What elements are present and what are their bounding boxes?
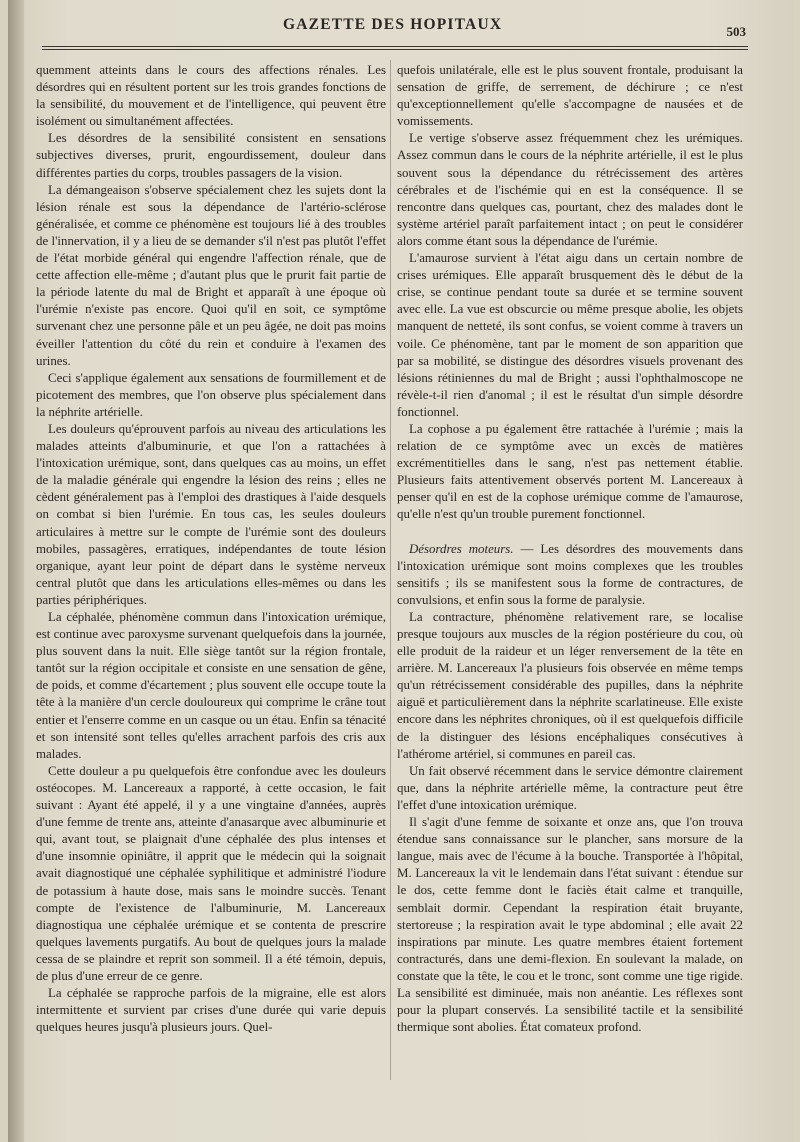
paragraph-text: Il s'agit d'une femme de soixante et onze ans, que l'on trouva étendue sans connaissance sur le plancher, sans morsure de la langue, mais avec de l'écume à la bouche. Transportée à l'hôpital, M. Lancereaux la vit le lendemain dans l'état suivant : étendue sur le dos, cette femme dont le faciès était calme et tranquille, semblait dormir. Cependant la respiration était bruyante, stertoreuse ; la respiration avait le type abdominal ; elle avait 22 inspirations par minute. Les quatre membres étaient fortement contracturés, dans une demi-flexion. En soulevant la malade, on constate que la tête, le cou et le tronc, sont comme une tige rigide. La sensibilité est diminuée, mais non anéantie. Les réflexes sont pour la plupart conservés. La sensibilité tactile et la sensibilité thermique sont abolies. État comateux profond. xyxy=(397,815,743,1035)
paragraph xyxy=(397,763,743,814)
left-column xyxy=(36,62,386,1036)
paragraph-text: Les douleurs qu'éprouvent parfois au niveau des articulations les malades atteints d'albuminurie, et que l'on a rattachées à l'intoxication urémique, sont, dans quelques cas au moins, un effet de la maladie générale qui engendre la lésion des reins ; elles ne cèdent généralement pas à l'emploi des drastiques à l'aide desquels on combat si bien l'urémie. En tous cas, les seules douleurs articulaires à mettre sur le compte de l'urémie sont des douleurs mobiles, passagères, erratiques, indépendantes de toute lésion organique, ayant leur point de départ dans le système nerveux central plutôt que dans les articulations elles-mêmes ou dans les parties périphériques. xyxy=(36,421,386,607)
header-rule xyxy=(42,46,748,47)
newspaper-page xyxy=(8,0,794,1142)
paragraph-text: Ceci s'applique également aux sensations de fourmillement et de picotement des membres, que l'on observe plus spécialement dans la néphrite artérielle. xyxy=(36,370,386,419)
section-paragraph xyxy=(397,541,743,609)
paragraph xyxy=(36,763,386,985)
paragraph-text: La cophose a pu également être rattachée à l'urémie ; mais la relation de ce symptôme avec un excès de matières excrémentitielles dans le sang, n'est pas nettement établie. Plusieurs faits attentivement observés portent M. Lancereaux à penser qu'il en est de la cophose urémique comme de l'amaurose, qu'elle n'est qu'un trouble purement fonctionnel. xyxy=(397,421,743,522)
paragraph xyxy=(36,370,386,421)
paragraph-text: La céphalée, phénomène commun dans l'intoxication urémique, est continue avec paroxysme survenant quelquefois dans la journée, plus souvent dans la nuit. Elle siège tantôt sur la région frontale, tantôt sur la région occipitale et consiste en une sensation de gêne, de poids, et comme d'écartement ; plus souvent elle occupe toute la tête à la manière d'un cercle douloureux qui comprime le crâne tout entier et l'enserre comme en un casque ou un étau. Enfin sa ténacité et son intensité sont telles qu'elles arrachent parfois des cris aux malades. xyxy=(36,610,386,761)
paragraph xyxy=(397,421,743,524)
paragraph-text: Cette douleur a pu quelquefois être confondue avec les douleurs ostéocopes. M. Lancereaux a rapporté, à cette occasion, le fait suivant : Ayant été appelé, il y a une vingtaine d'années, auprès d'une femme de trente ans, atteinte d'anasarque avec albuminurie et qui, avant tout, se plaignait d'une céphalée des plus intenses et d'une insomnie opiniâtre, il apprit que le médecin qui la soignait avait diagnostiqué une céphalée syphilitique et administré l'iodure de potassium à haute dose, mais sans le moindre succès. Tenant compte de l'existence de l'albuminurie, M. Lancereaux diagnostiqua une céphalée urémique et se contenta de prescrire quelques lavements purgatifs. Au bout de quelques jours la malade cessa de se plaindre et reprit son sommeil. Il a été témoin, depuis, de plus d'une erreur de ce genre. xyxy=(36,763,386,983)
paragraph-text: La contracture, phénomène relativement rare, se localise presque toujours aux muscles de la région postérieure du cou, où elle produit de la raideur et un léger renversement de la tête en arrière. M. Lancereaux l'a plusieurs fois observée en même temps qu'un rétrécissement considérable des pupilles, dans la néphrite aiguë et particulièrement dans la néphrite scarlatineuse. Elle existe encore dans les néphrites chroniques, où il est quelquefois difficile de la distinguer des lésions encéphaliques consécutives à l'athérome artériel, si communes en pareil cas. xyxy=(397,609,743,761)
running-title: GAZETTE DES HOPITAUX xyxy=(283,16,503,33)
paragraph xyxy=(36,130,386,181)
page-binding-edge xyxy=(8,0,24,1142)
paragraph-text: Les désordres de la sensibilité consistent en sensations subjectives diverses, prurit, engourdissement, douleur dans différentes parties du corps, troubles passagers de la vision. xyxy=(36,131,386,180)
paragraph-text: Le vertige s'observe assez fréquemment chez les urémiques. Assez commun dans le cours de la néphrite artérielle, il est le plus souvent sous la dépendance du rétrécissement des artères cérébrales et de l'ischémie qui en est la conséquence. Il se rencontre dans quelques cas, pourtant, chez des malades dont le système artériel paraît parfaitement intact ; on peut le considérer alors comme étant sous la dépendance de l'urémie. xyxy=(397,131,743,248)
paragraph xyxy=(36,421,386,609)
paragraph xyxy=(397,814,743,1036)
column-divider xyxy=(390,60,391,1080)
paragraph-text: — Les désordres des mouvements dans l'intoxication urémique sont moins complexes que les troubles sensitifs ; ils se manifestent sous la forme de contractures, de convulsions, et enfin sous la forme de paralysie. xyxy=(397,541,743,607)
paragraph-continuation xyxy=(397,62,743,130)
paragraph xyxy=(397,130,743,250)
page-number: 503 xyxy=(726,24,746,39)
right-column xyxy=(397,62,743,1036)
paragraph-continuation xyxy=(36,62,386,130)
section-heading: Désordres moteurs. xyxy=(409,541,514,556)
paragraph-text: quemment atteints dans le cours des affections rénales. Les désordres qui en résultent portent sur les trois grandes fonctions de la sensibilité, du mouvement et de l'intelligence, qui peuvent être isolément ou simultanément affectées. xyxy=(36,63,386,129)
paragraph xyxy=(397,250,743,421)
paragraph xyxy=(36,182,386,370)
paragraph xyxy=(36,985,386,1036)
paragraph-text: La céphalée se rapproche parfois de la migraine, elle est alors intermittente et survient par crises d'une durée qui varie depuis quelques heures jusqu'à plusieurs jours. Quel- xyxy=(36,986,386,1035)
paragraph xyxy=(36,609,386,763)
paragraph-text: L'amaurose survient à l'état aigu dans un certain nombre de crises urémiques. Elle apparaît brusquement dès le début de la crise, se continue pendant toute sa durée et se termine souvent avec elle. La vue est obscurcie ou même presque abolie, les objets manquent de netteté, ils sont confus, se voient comme à travers un voile. Ce phénomène, tant par le moment de son apparition que par sa mobilité, se distingue des désordres visuels provenant des lésions rétiniennes du mal de Bright ; aussi l'ophthalmoscope ne révèle-t-il rien d'anomal ; il est le résultat d'un simple désordre fonctionnel. xyxy=(397,251,743,419)
paragraph-text: Un fait observé récemment dans le service démontre clairement que, dans la néphrite artérielle même, la contracture peut être l'effet d'une intoxication urémique. xyxy=(397,763,743,812)
paragraph-text: quefois unilatérale, elle est le plus souvent frontale, produisant la sensation de griffe, de serrement, de déchirure ; ce n'est qu'exceptionnellement qu'elle s'accompagne de nausées et de vomissements. xyxy=(397,63,743,129)
paragraph xyxy=(397,609,743,763)
header-rule-thin xyxy=(42,49,748,50)
paragraph-text: La démangeaison s'observe spécialement chez les sujets dont la lésion rénale est sous la dépendance de l'artério-sclérose généralisée, et comme ce phénomène est toujours lié à des troubles de l'innervation, il y a lieu de se demander s'il n'est pas plutôt l'effet de l'état morbide général qui engendre l'affection rénale, que de cette affection elle-même ; d'autant plus que le prurit fait partie de la période latente du mal de Bright et apparaît à une époque où l'urémie n'existe pas encore. Quoi qu'il en soit, ce symptôme survenant chez une personne pâle et un peu âgée, ne doit pas moins éveiller l'attention du côté du rein et conduire à l'examen des urines. xyxy=(36,182,386,368)
